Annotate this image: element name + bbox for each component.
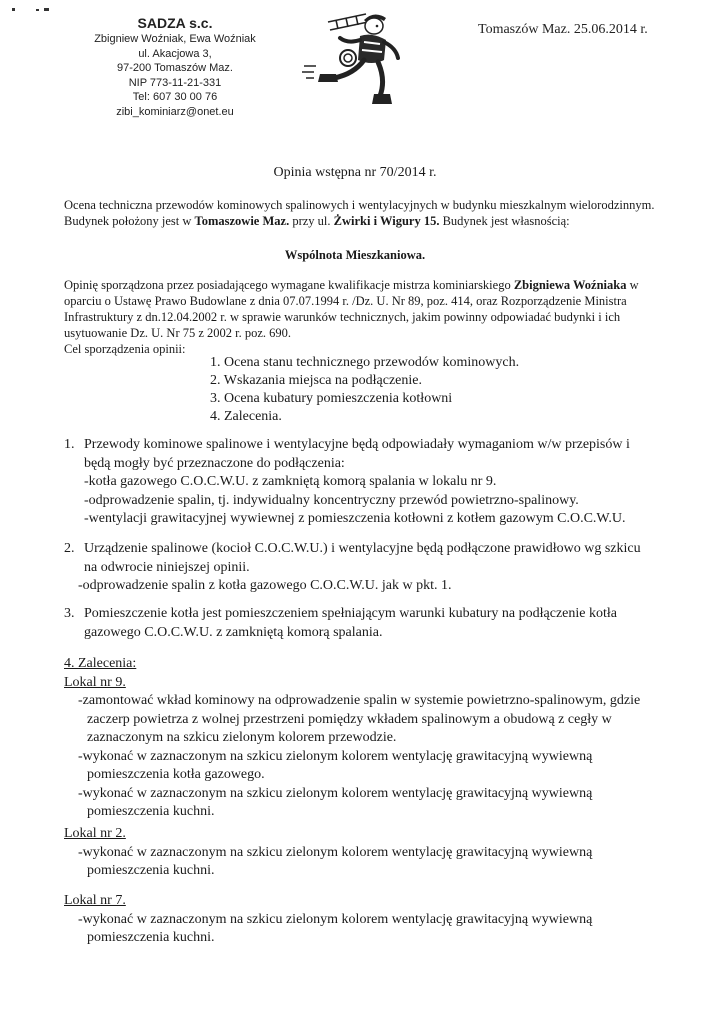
- lokal-7-line: -wykonać w zaznaczonym na szkicu zielonym kolorem wentylację grawitacyjną wywiewną: [78, 911, 593, 927]
- document-title: Opinia wstępna nr 70/2014 r.: [273, 165, 437, 180]
- section-1: [64, 436, 664, 529]
- section-1-line: -odprowadzenie spalin, tj. indywidualny koncentryczny przewód powietrzno-spalinowy.: [84, 492, 579, 508]
- intro-text-a: Ocena techniczna przewodów kominowych spalinowych i wentylacyjnych w budynku mieszkalnym wielorodzinnym. Budynek położony jest w: [64, 198, 655, 228]
- intro-paragraph: [64, 197, 664, 229]
- goal-item: 1. Ocena stanu technicznego przewodów kominowych.: [210, 355, 520, 370]
- lokal-2-line: pomieszczenia kuchni.: [87, 863, 215, 878]
- lokal-9-line: -wykonać w zaznaczonym na szkicu zielonym kolorem wentylację grawitacyjną wywiewną: [78, 785, 593, 801]
- basis-text-a: Opinię sporządzona przez posiadającego wymagane kwalifikacje mistrza kominiarskiego: [64, 278, 514, 292]
- goals-list: [210, 354, 519, 426]
- company-phone: Tel: 607 30 00 76: [132, 91, 218, 103]
- lokal-9-label: Lokal nr 9.: [64, 674, 126, 690]
- section-1-line: Przewody kominowe spalinowe i wentylacyjne będą odpowiadały wymaganiom w/w przepisów i: [84, 437, 630, 452]
- basis-text-b: w oparciu o Ustawę Prawo Budowlane z dnia 07.07.1994 r. /Dz. U. Nr 89, poz. 414, oraz Rozporządzenie Ministra Infrastruktury z dn.12.04.2002 r. w sprawie warunków technicznych, jakim powinny odpowiadać budynki i ich usytuowanie Dz. U. Nr 75 z 2002 r. poz. 690.: [64, 278, 639, 340]
- scan-speck: [44, 8, 49, 11]
- building-owner: Wspólnota Mieszkaniowa.: [284, 248, 426, 262]
- lokal-2-line: -wykonać w zaznaczonym na szkicu zielonym kolorem wentylację grawitacyjną wywiewną: [78, 844, 593, 860]
- goal-item: 4. Zalecenia.: [210, 409, 282, 424]
- lokal-7-label: Lokal nr 7.: [64, 893, 126, 908]
- company-name: SADZA s.c.: [137, 15, 213, 31]
- lokal-2-label: Lokal nr 2.: [64, 826, 126, 841]
- company-email: zibi_kominiarz@onet.eu: [116, 105, 234, 118]
- section-1-number: 1.: [64, 437, 75, 452]
- intro-street: Żwirki i Wigury 15.: [333, 214, 440, 228]
- intro-text-b: przy ul.: [289, 214, 334, 228]
- scan-speck: [12, 8, 15, 11]
- section-3-line: Pomieszczenie kotła jest pomieszczeniem spełniającym warunki kubatury na podłączenie kotła: [84, 606, 617, 621]
- intro-text-c: Budynek jest własnością:: [439, 214, 570, 228]
- section-4: [64, 655, 664, 822]
- company-owners: Zbigniew Woźniak, Ewa Woźniak: [94, 33, 256, 45]
- master-name: Zbigniewa Woźniaka: [513, 278, 627, 292]
- goals-label: Cel sporządzenia opinii:: [64, 342, 186, 356]
- document-date: Tomaszów Maz. 25.06.2014 r.: [478, 22, 648, 37]
- company-nip: NIP 773-11-21-331: [128, 76, 222, 89]
- lokal-7-line: pomieszczenia kuchni.: [87, 930, 215, 945]
- lokal-2-block: [64, 825, 664, 881]
- company-city: 97-200 Tomaszów Maz.: [117, 62, 233, 74]
- intro-city: Tomaszowie Maz.: [194, 214, 290, 228]
- lokal-9-line: -zamontować wkład kominowy na odprowadzenie spalin w systemie powietrzno-spalinowym, gdzie: [78, 693, 641, 708]
- section-3-line: gazowego C.O.C.W.U. z zamkniętą komorą spalania.: [84, 624, 383, 640]
- basis-paragraph: [64, 277, 664, 341]
- goal-item: 3. Ocena kubatury pomieszczenia kotłowni: [210, 391, 453, 406]
- chimney-sweep-logo-icon: [300, 8, 410, 113]
- company-street: ul. Akacjowa 3,: [138, 47, 212, 60]
- lokal-9-line: -wykonać w zaznaczonym na szkicu zielonym kolorem wentylację grawitacyjną wywiewną: [78, 748, 593, 764]
- lokal-9-line: zaczerp powietrza z wolnej przestrzeni pomiędzy wkładem spalinowym a obudową z cegły w: [87, 711, 612, 727]
- section-2: [64, 540, 664, 596]
- section-1-line: -kotła gazowego C.O.C.W.U. z zamkniętą komorą spalania w lokalu nr 9.: [84, 474, 497, 489]
- lokal-9-line: pomieszczenia kotła gazowego.: [87, 767, 265, 782]
- scan-speck: [36, 9, 39, 11]
- section-4-heading: 4. Zalecenia:: [64, 656, 137, 671]
- section-2-number: 2.: [64, 541, 75, 556]
- section-2-line: -odprowadzenie spalin z kotła gazowego C.O.C.W.U. jak w pkt. 1.: [78, 578, 452, 593]
- section-2-line: na odwrocie niniejszej opinii.: [84, 559, 250, 575]
- lokal-7-block: [64, 892, 664, 948]
- lokal-9-line: zaznaczonym na szkicu zielonym kolorem przewodzie.: [87, 730, 397, 745]
- lokal-9-line: pomieszczenia kuchni.: [87, 804, 215, 819]
- section-2-line: Urządzenie spalinowe (kocioł C.O.C.W.U.) i wentylacyjne będą podłączone prawidłowo wg szkicu: [84, 541, 641, 556]
- section-1-line: będą mogły być przeznaczone do podłączenia:: [84, 455, 345, 471]
- section-3: [64, 605, 664, 642]
- section-1-line: -wentylacji grawitacyjnej wywiewnej z pomieszczenia kotłowni z kotłem gazowym C.O.C.W.U.: [84, 511, 626, 526]
- company-header: [60, 14, 290, 119]
- section-3-number: 3.: [64, 606, 75, 621]
- goal-item: 2. Wskazania miejsca na podłączenie.: [210, 373, 422, 388]
